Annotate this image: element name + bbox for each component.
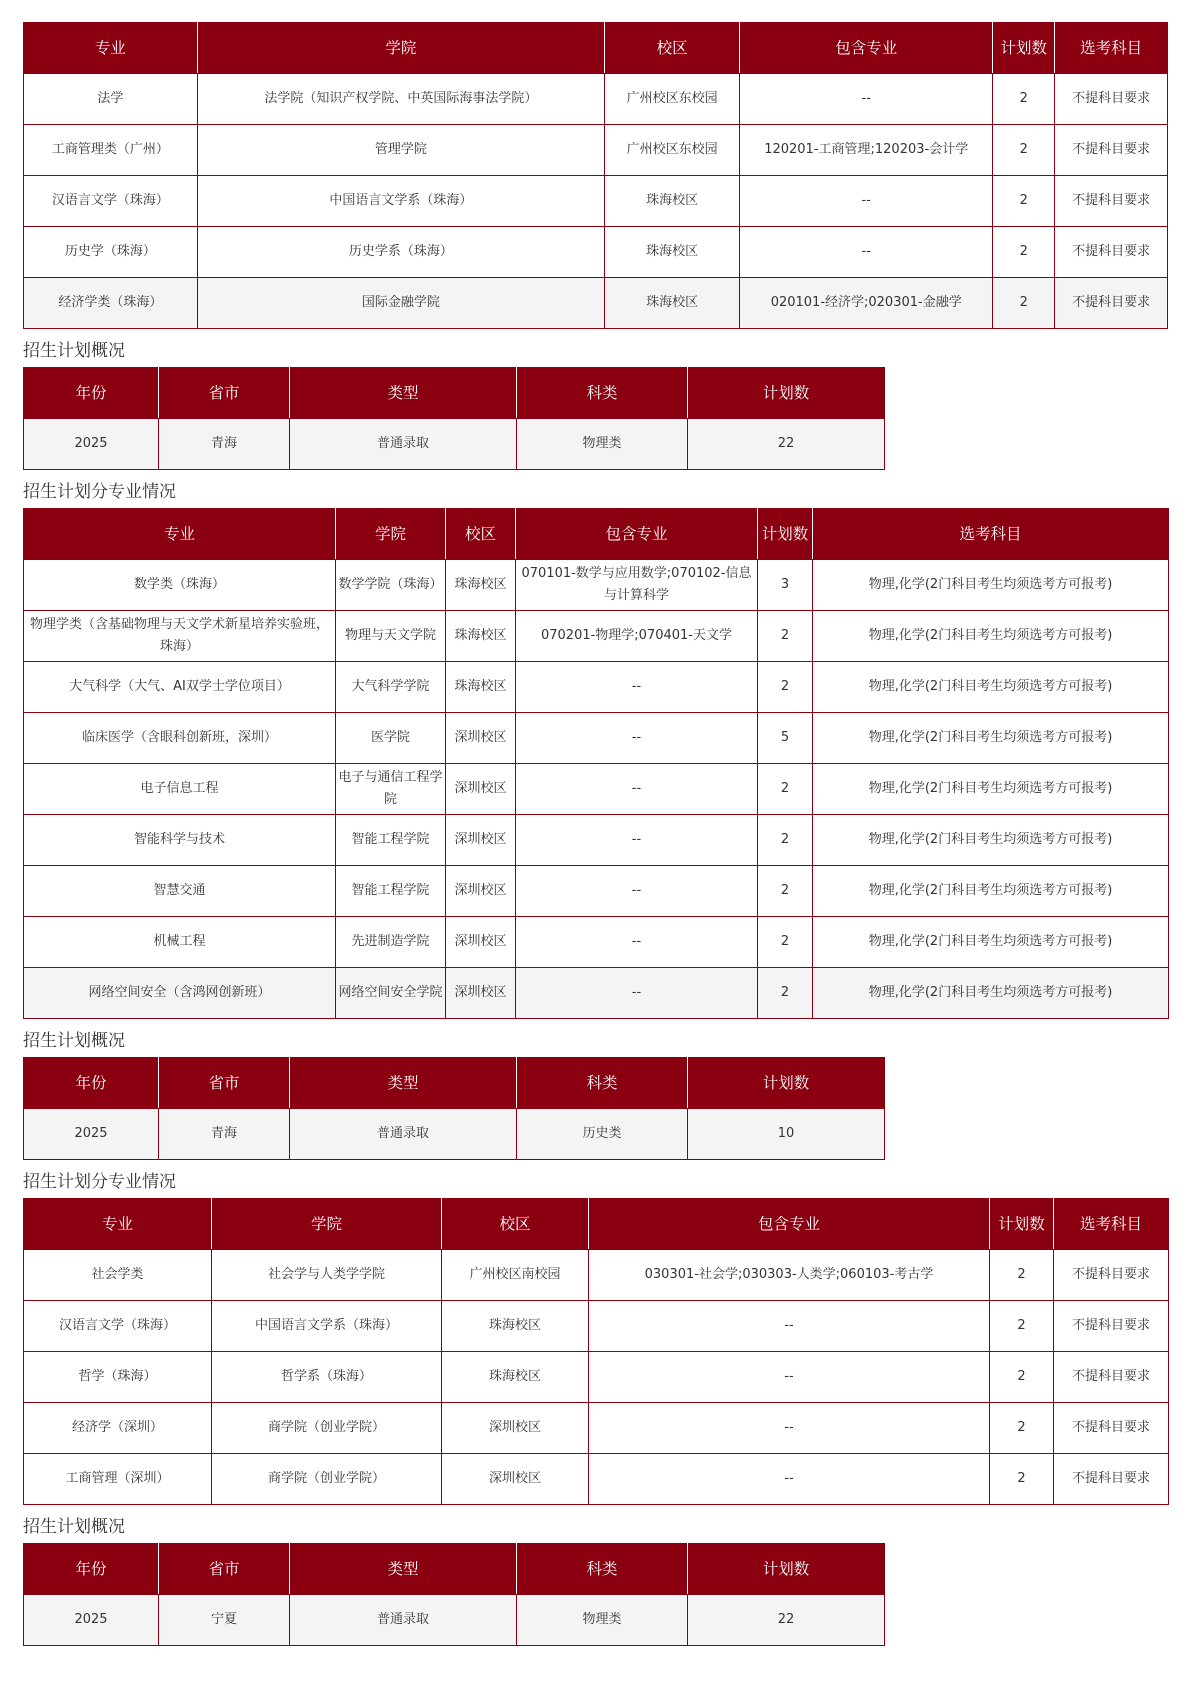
cell-category: 物理类 [517, 419, 688, 470]
cell-included: -- [740, 176, 993, 227]
header-type: 类型 [290, 368, 517, 419]
cell-major: 社会学类 [24, 1250, 212, 1301]
cell-subjects: 物理,化学(2门科目考生均须选考方可报考) [813, 917, 1169, 968]
cell-count: 2 [993, 176, 1055, 227]
cell-college: 先进制造学院 [336, 917, 446, 968]
cell-major: 汉语言文学（珠海） [24, 176, 198, 227]
cell-type: 普通录取 [290, 1109, 517, 1160]
cell-college: 智能工程学院 [336, 866, 446, 917]
cell-campus: 珠海校区 [442, 1301, 589, 1352]
cell-included: -- [589, 1301, 990, 1352]
cell-campus: 深圳校区 [446, 764, 516, 815]
table-row [24, 611, 1169, 662]
cell-college: 电子与通信工程学院 [336, 764, 446, 815]
table-header-row [24, 23, 1168, 74]
cell-major: 历史学（珠海） [24, 227, 198, 278]
cell-count: 2 [758, 764, 813, 815]
table-row [24, 764, 1169, 815]
cell-subjects: 物理,化学(2门科目考生均须选考方可报考) [813, 815, 1169, 866]
header-province: 省市 [159, 368, 290, 419]
cell-major: 智慧交通 [24, 866, 336, 917]
table-row [24, 968, 1169, 1019]
table-row [24, 74, 1168, 125]
cell-included: -- [589, 1403, 990, 1454]
cell-campus: 深圳校区 [442, 1403, 589, 1454]
cell-campus: 珠海校区 [446, 662, 516, 713]
cell-included: -- [589, 1352, 990, 1403]
table-row [24, 1301, 1169, 1352]
cell-included: 030301-社会学;030303-人类学;060103-考古学 [589, 1250, 990, 1301]
cell-count: 2 [758, 968, 813, 1019]
cell-major: 哲学（珠海） [24, 1352, 212, 1403]
section-title-summary: 招生计划概况 [23, 1517, 125, 1537]
cell-count: 2 [993, 227, 1055, 278]
header-campus: 校区 [446, 509, 516, 560]
table-header-row [24, 1058, 885, 1109]
cell-major: 法学 [24, 74, 198, 125]
cell-college: 哲学系（珠海） [212, 1352, 442, 1403]
cell-college: 社会学与人类学学院 [212, 1250, 442, 1301]
table-row [24, 1352, 1169, 1403]
cell-college: 中国语言文学系（珠海） [212, 1301, 442, 1352]
cell-college: 商学院（创业学院） [212, 1403, 442, 1454]
header-category: 科类 [517, 1544, 688, 1595]
major-plan-table-3 [23, 1198, 1169, 1505]
cell-count: 22 [688, 419, 885, 470]
table-row [24, 419, 885, 470]
table-row [24, 278, 1168, 329]
cell-type: 普通录取 [290, 1595, 517, 1646]
table-row [24, 713, 1169, 764]
cell-campus: 深圳校区 [446, 815, 516, 866]
header-campus: 校区 [442, 1199, 589, 1250]
table-header-row [24, 1199, 1169, 1250]
header-plan-count: 计划数 [688, 1544, 885, 1595]
plan-summary-table-1 [23, 367, 885, 470]
cell-subjects: 不提科目要求 [1054, 1403, 1169, 1454]
header-plan-count: 计划数 [993, 23, 1055, 74]
header-college: 学院 [212, 1199, 442, 1250]
section-title-detail: 招生计划分专业情况 [23, 1172, 176, 1192]
cell-count: 2 [993, 125, 1055, 176]
cell-college: 数学学院（珠海） [336, 560, 446, 611]
major-plan-table-2 [23, 508, 1169, 1019]
section-title-summary: 招生计划概况 [23, 341, 125, 361]
header-type: 类型 [290, 1544, 517, 1595]
table-header-row [24, 509, 1169, 560]
cell-year: 2025 [24, 419, 159, 470]
cell-count: 2 [990, 1352, 1054, 1403]
cell-campus: 珠海校区 [605, 176, 740, 227]
cell-included: -- [516, 917, 758, 968]
cell-college: 智能工程学院 [336, 815, 446, 866]
cell-category: 历史类 [517, 1109, 688, 1160]
cell-included: 070101-数学与应用数学;070102-信息与计算科学 [516, 560, 758, 611]
cell-subjects: 不提科目要求 [1055, 278, 1168, 329]
cell-campus: 珠海校区 [446, 560, 516, 611]
cell-campus: 广州校区南校园 [442, 1250, 589, 1301]
cell-college: 医学院 [336, 713, 446, 764]
cell-subjects: 物理,化学(2门科目考生均须选考方可报考) [813, 662, 1169, 713]
cell-province: 宁夏 [159, 1595, 290, 1646]
cell-included: -- [516, 968, 758, 1019]
cell-subjects: 不提科目要求 [1054, 1454, 1169, 1505]
cell-count: 2 [758, 917, 813, 968]
cell-campus: 深圳校区 [446, 866, 516, 917]
header-province: 省市 [159, 1058, 290, 1109]
cell-included: 070201-物理学;070401-天文学 [516, 611, 758, 662]
cell-major: 汉语言文学（珠海） [24, 1301, 212, 1352]
cell-count: 2 [993, 74, 1055, 125]
header-year: 年份 [24, 1544, 159, 1595]
header-subjects: 选考科目 [813, 509, 1169, 560]
cell-included: -- [516, 713, 758, 764]
cell-count: 2 [758, 662, 813, 713]
cell-included: -- [740, 74, 993, 125]
cell-subjects: 不提科目要求 [1054, 1301, 1169, 1352]
cell-year: 2025 [24, 1595, 159, 1646]
header-subjects: 选考科目 [1054, 1199, 1169, 1250]
cell-campus: 深圳校区 [442, 1454, 589, 1505]
cell-count: 2 [758, 611, 813, 662]
table-row [24, 1454, 1169, 1505]
table-row [24, 917, 1169, 968]
header-plan-count: 计划数 [688, 1058, 885, 1109]
cell-college: 国际金融学院 [197, 278, 604, 329]
table-header-row [24, 368, 885, 419]
table-row [24, 815, 1169, 866]
header-major: 专业 [24, 1199, 212, 1250]
cell-subjects: 不提科目要求 [1055, 227, 1168, 278]
cell-count: 10 [688, 1109, 885, 1160]
cell-included: -- [740, 227, 993, 278]
header-plan-count: 计划数 [758, 509, 813, 560]
header-included-majors: 包含专业 [516, 509, 758, 560]
cell-subjects: 物理,化学(2门科目考生均须选考方可报考) [813, 713, 1169, 764]
cell-count: 2 [990, 1250, 1054, 1301]
table-row [24, 1250, 1169, 1301]
table-row [24, 560, 1169, 611]
table-header-row [24, 1544, 885, 1595]
cell-included: -- [516, 866, 758, 917]
section-title-detail: 招生计划分专业情况 [23, 482, 176, 502]
cell-count: 22 [688, 1595, 885, 1646]
header-type: 类型 [290, 1058, 517, 1109]
header-college: 学院 [197, 23, 604, 74]
cell-college: 法学院（知识产权学院、中英国际海事法学院） [197, 74, 604, 125]
cell-major: 经济学类（珠海） [24, 278, 198, 329]
cell-campus: 珠海校区 [442, 1352, 589, 1403]
header-major: 专业 [24, 23, 198, 74]
cell-count: 2 [990, 1454, 1054, 1505]
cell-subjects: 不提科目要求 [1055, 125, 1168, 176]
cell-year: 2025 [24, 1109, 159, 1160]
table-row [24, 227, 1168, 278]
table-row [24, 1595, 885, 1646]
cell-major: 经济学（深圳） [24, 1403, 212, 1454]
cell-major: 物理学类（含基础物理与天文学术新星培养实验班，珠海） [24, 611, 336, 662]
cell-subjects: 物理,化学(2门科目考生均须选考方可报考) [813, 866, 1169, 917]
cell-count: 5 [758, 713, 813, 764]
header-year: 年份 [24, 368, 159, 419]
cell-subjects: 不提科目要求 [1054, 1352, 1169, 1403]
cell-province: 青海 [159, 1109, 290, 1160]
cell-campus: 珠海校区 [446, 611, 516, 662]
table-row [24, 176, 1168, 227]
cell-campus: 深圳校区 [446, 917, 516, 968]
cell-included: 120201-工商管理;120203-会计学 [740, 125, 993, 176]
cell-campus: 深圳校区 [446, 968, 516, 1019]
cell-major: 工商管理类（广州） [24, 125, 198, 176]
cell-campus: 广州校区东校园 [605, 74, 740, 125]
cell-included: -- [516, 764, 758, 815]
header-major: 专业 [24, 509, 336, 560]
cell-campus: 广州校区东校园 [605, 125, 740, 176]
cell-province: 青海 [159, 419, 290, 470]
cell-college: 历史学系（珠海） [197, 227, 604, 278]
cell-included: 020101-经济学;020301-金融学 [740, 278, 993, 329]
table-row [24, 1403, 1169, 1454]
table-row [24, 125, 1168, 176]
cell-count: 2 [758, 815, 813, 866]
cell-college: 中国语言文学系（珠海） [197, 176, 604, 227]
cell-subjects: 物理,化学(2门科目考生均须选考方可报考) [813, 764, 1169, 815]
cell-major: 数学类（珠海） [24, 560, 336, 611]
cell-included: -- [516, 815, 758, 866]
cell-subjects: 不提科目要求 [1054, 1250, 1169, 1301]
cell-college: 物理与天文学院 [336, 611, 446, 662]
cell-subjects: 不提科目要求 [1055, 74, 1168, 125]
header-plan-count: 计划数 [990, 1199, 1054, 1250]
cell-category: 物理类 [517, 1595, 688, 1646]
cell-major: 工商管理（深圳） [24, 1454, 212, 1505]
cell-subjects: 不提科目要求 [1055, 176, 1168, 227]
table-row [24, 866, 1169, 917]
cell-type: 普通录取 [290, 419, 517, 470]
header-included-majors: 包含专业 [589, 1199, 990, 1250]
header-included-majors: 包含专业 [740, 23, 993, 74]
admission-plan-page [23, 22, 1168, 1646]
cell-subjects: 物理,化学(2门科目考生均须选考方可报考) [813, 560, 1169, 611]
cell-college: 管理学院 [197, 125, 604, 176]
cell-major: 电子信息工程 [24, 764, 336, 815]
header-campus: 校区 [605, 23, 740, 74]
plan-summary-table-2 [23, 1057, 885, 1160]
cell-count: 2 [990, 1403, 1054, 1454]
cell-campus: 深圳校区 [446, 713, 516, 764]
cell-college: 商学院（创业学院） [212, 1454, 442, 1505]
cell-count: 2 [993, 278, 1055, 329]
cell-college: 大气科学学院 [336, 662, 446, 713]
cell-major: 临床医学（含眼科创新班，深圳） [24, 713, 336, 764]
header-category: 科类 [517, 368, 688, 419]
cell-campus: 珠海校区 [605, 278, 740, 329]
cell-campus: 珠海校区 [605, 227, 740, 278]
cell-count: 3 [758, 560, 813, 611]
cell-included: -- [589, 1454, 990, 1505]
cell-major: 智能科学与技术 [24, 815, 336, 866]
header-year: 年份 [24, 1058, 159, 1109]
cell-included: -- [516, 662, 758, 713]
cell-subjects: 物理,化学(2门科目考生均须选考方可报考) [813, 611, 1169, 662]
plan-summary-table-3 [23, 1543, 885, 1646]
table-row [24, 662, 1169, 713]
cell-major: 大气科学（大气、AI双学士学位项目） [24, 662, 336, 713]
header-college: 学院 [336, 509, 446, 560]
cell-college: 网络空间安全学院 [336, 968, 446, 1019]
cell-major: 机械工程 [24, 917, 336, 968]
header-province: 省市 [159, 1544, 290, 1595]
section-title-summary: 招生计划概况 [23, 1031, 125, 1051]
header-category: 科类 [517, 1058, 688, 1109]
table-row [24, 1109, 885, 1160]
major-plan-table-1 [23, 22, 1168, 329]
cell-major: 网络空间安全（含鸿网创新班） [24, 968, 336, 1019]
header-subjects: 选考科目 [1055, 23, 1168, 74]
cell-count: 2 [990, 1301, 1054, 1352]
header-plan-count: 计划数 [688, 368, 885, 419]
cell-subjects: 物理,化学(2门科目考生均须选考方可报考) [813, 968, 1169, 1019]
cell-count: 2 [758, 866, 813, 917]
